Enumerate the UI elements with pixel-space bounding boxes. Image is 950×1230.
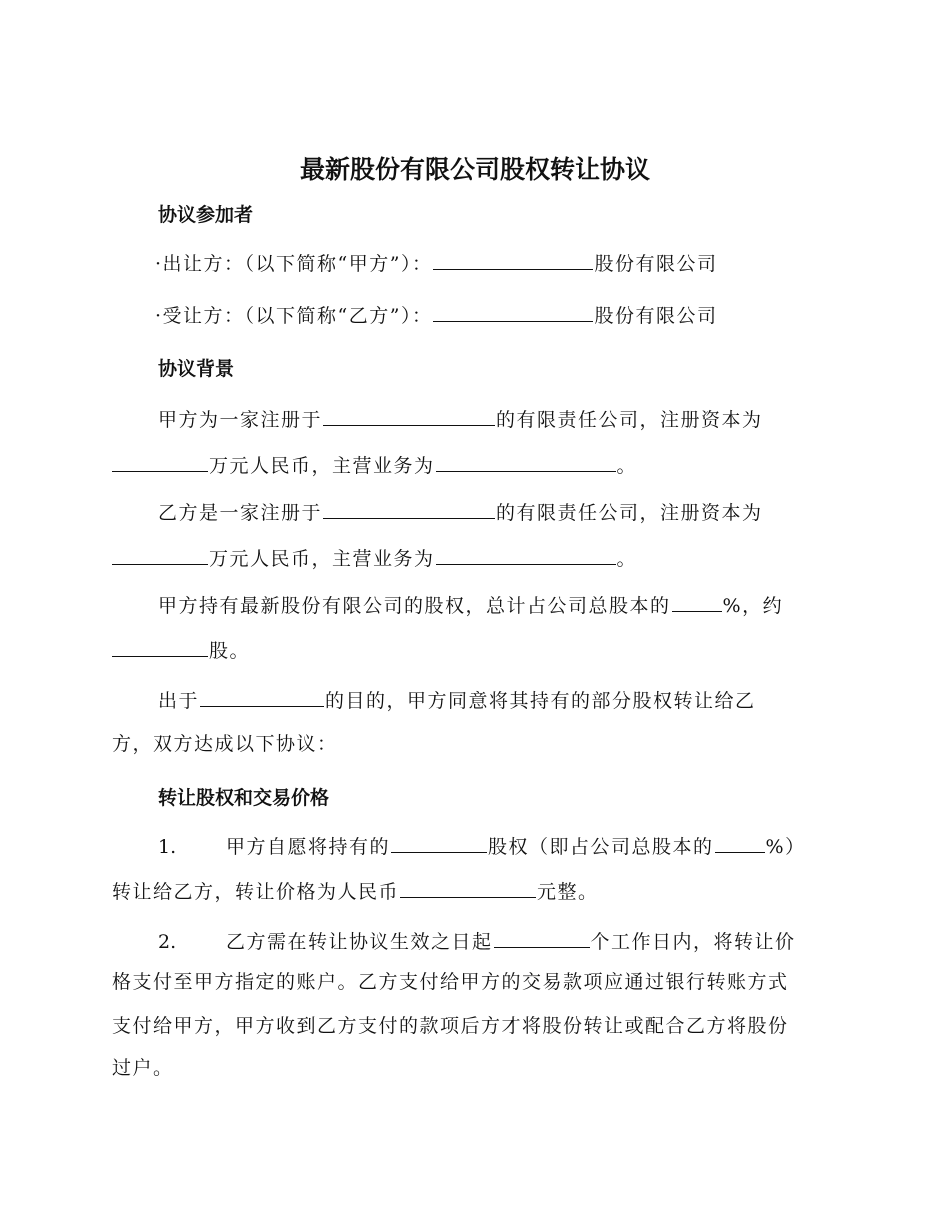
party-a-prefix: ·出让方：（以下简称“甲方”）： — [155, 253, 433, 275]
party-b-name-blank[interactable] — [433, 301, 593, 322]
term2-number: 2. — [158, 931, 177, 953]
share-count-blank[interactable] — [112, 636, 208, 657]
participants-heading: 协议参加者 — [158, 204, 254, 226]
transfer-price-blank[interactable] — [400, 877, 536, 898]
party-a-line — [155, 249, 717, 277]
transfer-heading: 转让股权和交易价格 — [158, 787, 330, 809]
text: 股权（即占公司总股本的 — [488, 836, 714, 858]
background-p4-line2 — [112, 731, 338, 757]
text: 甲方自愿将持有的 — [226, 836, 391, 858]
background-p2-line2 — [112, 544, 637, 572]
text: 出于 — [158, 690, 200, 712]
party-a-capital-blank[interactable] — [112, 451, 208, 472]
term2-line3: 支付给甲方，甲方收到乙方支付的款项后方才将股份转让或配合乙方将股份 — [112, 1015, 789, 1037]
text: %，约 — [722, 595, 784, 617]
party-a-business-blank[interactable] — [436, 451, 616, 472]
text: 。 — [616, 548, 638, 570]
text: 甲方持有最新股份有限公司的股权，总计占公司总股本的 — [158, 595, 671, 617]
background-p2-line1 — [158, 498, 763, 526]
party-b-prefix: ·受让方：（以下简称“乙方”）： — [155, 305, 433, 327]
text: %） — [765, 836, 806, 858]
text: 的有限责任公司，注册资本为 — [496, 409, 763, 431]
term2-line1 — [158, 927, 796, 955]
text: 方，双方达成以下协议： — [112, 733, 338, 755]
background-p3-line2 — [112, 636, 250, 664]
party-a-suffix: 股份有限公司 — [594, 253, 718, 275]
transfer-percent-blank[interactable] — [715, 832, 765, 853]
background-p1-line2 — [112, 451, 637, 479]
term1-line2 — [112, 877, 599, 905]
document-title: 最新股份有限公司股权转让协议 — [299, 155, 650, 184]
term2-line4: 过户。 — [112, 1057, 174, 1079]
term2-line2: 格支付至甲方指定的账户。乙方支付给甲方的交易款项应通过银行转账方式 — [112, 971, 789, 993]
text: 甲方为一家注册于 — [158, 409, 323, 431]
text: 。 — [616, 455, 638, 477]
text: 个工作日内，将转让价 — [590, 931, 796, 953]
text: 万元人民币，主营业务为 — [209, 455, 435, 477]
share-percent-blank[interactable] — [672, 591, 722, 612]
text: 的有限责任公司，注册资本为 — [496, 502, 763, 524]
party-a-name-blank[interactable] — [433, 249, 593, 270]
background-p1-line1 — [158, 405, 763, 433]
party-a-registration-blank[interactable] — [323, 405, 495, 426]
party-b-line — [155, 301, 717, 329]
text: 元整。 — [537, 881, 599, 903]
text: 转让给乙方，转让价格为人民币 — [112, 881, 400, 903]
text: 乙方需在转让协议生效之日起 — [226, 931, 493, 953]
term1-line1 — [158, 832, 806, 860]
transfer-shares-blank[interactable] — [391, 832, 487, 853]
text: 乙方是一家注册于 — [158, 502, 323, 524]
background-heading: 协议背景 — [158, 358, 235, 380]
payment-days-blank[interactable] — [494, 927, 590, 948]
party-b-suffix: 股份有限公司 — [594, 305, 718, 327]
party-b-capital-blank[interactable] — [112, 544, 208, 565]
background-p4-line1 — [158, 686, 756, 714]
party-b-business-blank[interactable] — [436, 544, 616, 565]
party-b-registration-blank[interactable] — [323, 498, 495, 519]
background-p3-line1 — [158, 591, 783, 619]
text: 的目的，甲方同意将其持有的部分股权转让给乙 — [325, 690, 756, 712]
purpose-blank[interactable] — [200, 686, 324, 707]
term1-number: 1. — [158, 836, 177, 858]
text: 万元人民币，主营业务为 — [209, 548, 435, 570]
text: 股。 — [209, 640, 251, 662]
